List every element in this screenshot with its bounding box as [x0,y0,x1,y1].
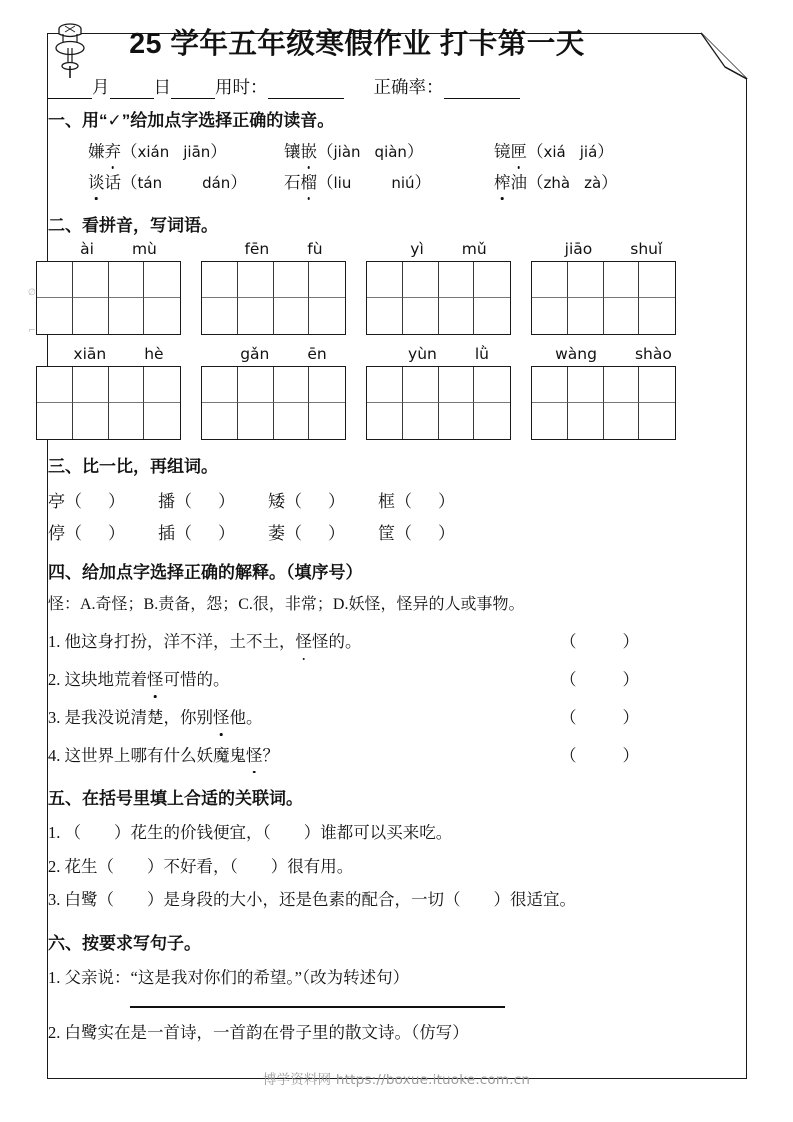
tianzige-grid[interactable] [201,261,346,335]
section-1-row-1 [0,140,700,164]
section-6-question [0,1021,700,1046]
time-blank[interactable] [268,77,344,99]
pinyin-label: lǜ [474,345,489,364]
pinyin-label-group [201,240,366,258]
compare-char: 矮 [268,491,285,511]
section-4-question [0,706,700,731]
section-3-row-2 [0,519,700,544]
dotted-char: 匣 [511,140,528,164]
compare-char: 亭 [48,491,65,511]
pre-time-blank[interactable] [171,77,215,99]
pinyin-option[interactable]: qiàn [374,143,407,162]
question-number: 1. [48,822,61,842]
section-4-question [0,668,700,693]
section-3-row-1 [0,487,700,512]
question-text: 白鹭（ ）是身段的大小，还是色素的配合，一切（ ）很适宜。 [64,890,576,910]
pinyin-label: shuǐ [630,240,663,259]
day-blank[interactable] [110,77,154,99]
answer-parenthesis[interactable]: （ ） [560,632,639,652]
pinyin-choice-item: 镶嵌（jiàn qiàn） [284,140,494,164]
margin-mark-2: ⌐ [28,326,36,336]
compare-word-item: 播（ ） [158,491,235,511]
compare-char: 框 [378,491,395,511]
writing-grid-group [201,366,366,440]
question-number: 3. [48,890,61,910]
tianzige-grid[interactable] [36,261,181,335]
pinyin-label-group [531,240,696,258]
pinyin-label: xiān [73,345,107,364]
dotted-char: 怪 [147,668,164,693]
writing-grid-group [201,261,366,335]
answer-parenthesis[interactable]: （ ） [560,670,639,690]
pinyin-label: ài [80,240,94,259]
section-4-heading: 四、给加点字选择正确的解释。（填序号） [48,562,363,582]
section-2-heading: 二、看拼音，写词语。 [48,215,218,235]
question-text: （ ）花生的价钱便宜，（ ）谁都可以买来吃。 [64,822,453,842]
pinyin-label-group [36,240,201,258]
tianzige-grid[interactable] [366,366,511,440]
day-label: 日 [153,76,171,97]
pushpin-icon [49,20,91,86]
header-meta-line [0,74,700,99]
pinyin-label: yùn [408,345,437,364]
pinyin-label: jiāo [564,240,593,259]
section-4-explanation: 怪：A.奇怪；B.责备，怨；C.很，非常；D.妖怪，怪异的人或事物。 [48,596,525,614]
word-char: 话 [104,173,121,193]
tianzige-grid[interactable] [36,366,181,440]
pinyin-option[interactable]: xián [137,143,170,162]
pinyin-label-group [201,345,366,363]
section-1-heading: 一、用“✓”给加点字选择正确的读音。 [48,110,335,130]
compare-char: 播 [158,491,175,511]
pinyin-writing-block-1 [0,240,700,440]
pinyin-label: hè [144,345,164,364]
compare-word-item: 萎（ ） [268,523,345,543]
dotted-char: 怪 [246,744,263,769]
question-number: 2. [48,670,61,690]
pinyin-option[interactable]: jiá [579,143,598,162]
pinyin-label: mǔ [461,240,487,259]
compare-word-item: 筐（ ） [378,523,455,543]
question-text: 白鹭实在是一首诗，一首韵在骨子里的散文诗。（仿写） [64,1023,469,1043]
time-label: 用时： [215,76,268,97]
dotted-char: 怪 [296,630,313,655]
pinyin-choice-item: 石榴（liu niú） [284,171,494,195]
pinyin-choice-item: 榨油（zhà zà） [494,171,618,195]
dotted-char: 嵌 [301,140,318,164]
pinyin-option[interactable]: jiān [183,143,211,162]
compare-char: 萎 [268,523,285,543]
compare-word-item: 亭（ ） [48,491,125,511]
question-text: 父亲说：“这是我对你们的希望。”（改为转述句） [64,967,410,987]
pinyin-option[interactable]: jiàn [333,143,361,162]
pinyin-label: fēn [244,240,270,259]
writing-grid-group [531,261,696,335]
pinyin-option[interactable]: xiá [543,143,566,162]
word-char: 镜 [494,142,511,162]
section-5-heading: 五、在括号里填上合适的关联词。 [48,789,303,809]
question-number: 2. [48,1023,61,1043]
tianzige-grid[interactable] [366,261,511,335]
word-char: 石 [284,173,301,193]
pinyin-label: yì [410,240,424,259]
writing-grid-group [36,366,201,440]
section-4-question [0,744,700,769]
answer-parenthesis[interactable]: （ ） [560,745,639,765]
word-char: 镶 [284,142,301,162]
section-5-question [0,855,700,880]
writing-grid-group [366,261,531,335]
pinyin-label: mù [131,240,157,259]
pinyin-label-group [36,345,201,363]
pinyin-label-group [366,240,531,258]
tianzige-grid[interactable] [201,366,346,440]
section-5-question [0,888,700,913]
pinyin-option[interactable]: liu [333,174,352,193]
question-text: 花生（ ）不好看，（ ）很有用。 [64,856,354,876]
page-corner-fold-icon [701,33,747,79]
pinyin-label: fù [307,240,323,259]
dotted-char: 榨 [494,171,511,195]
writing-grid-group [531,366,696,440]
pinyin-label-group [366,345,531,363]
pinyin-label: ēn [307,345,327,364]
pinyin-label: gǎn [240,345,270,364]
compare-char: 插 [158,523,175,543]
tianzige-grid[interactable] [531,261,676,335]
dotted-char: 榴 [301,171,318,195]
compare-word-item: 停（ ） [48,523,125,543]
compare-word-item: 矮（ ） [268,491,345,511]
pinyin-label-row-2 [36,345,700,363]
answer-parenthesis[interactable]: （ ） [560,707,639,727]
word-char: 油 [510,173,527,193]
section-4-question [0,630,700,655]
dotted-char: 谈 [88,171,105,195]
dotted-char: 怪 [213,706,230,731]
word-char: 嫌 [88,142,105,162]
month-label: 月 [92,76,110,97]
question-number: 1. [48,632,61,652]
compare-word-item: 框（ ） [378,491,455,511]
watermark-text: 博学资料网 https://boxue.ituoke.com.cn [262,1072,531,1088]
accuracy-label: 正确率： [373,76,444,97]
compare-char: 筐 [378,523,395,543]
section-5-question [0,821,700,846]
tianzige-grid[interactable] [531,366,676,440]
pinyin-option[interactable]: zà [584,174,602,193]
question-text: 是我没说清楚，你别怪他。 [65,708,263,727]
pinyin-choice-item: 谈话（tán dán） [88,171,284,195]
section-6-heading: 六、按要求写句子。 [48,934,201,954]
accuracy-blank[interactable] [444,77,520,99]
pinyin-option[interactable]: niú [391,174,415,193]
question-number: 3. [48,707,61,727]
question-text: 这世界上哪有什么妖魔鬼怪？ [65,746,280,765]
writing-grid-group [366,366,531,440]
section-6-question [0,966,700,991]
writing-grid-row-1 [36,261,700,335]
answer-write-line[interactable] [130,1006,505,1008]
question-number: 2. [48,856,61,876]
pinyin-option[interactable]: tán [137,174,163,193]
pinyin-choice-item: 嫌弃（xián jiān） [88,140,284,164]
question-number: 1. [48,967,61,987]
writing-grid-row-2 [36,366,700,440]
section-1-row-2 [0,171,700,195]
pinyin-label: wàng [555,345,597,364]
pinyin-label-group [531,345,696,363]
pinyin-option[interactable]: dán [202,174,231,193]
pinyin-label-row-1 [36,240,700,258]
pinyin-choice-item: 镜匣（xiá jiá） [494,140,614,164]
page-title: 25 学年五年级寒假作业 打卡第一天 [129,28,585,60]
margin-mark-1: ∅ [28,288,36,298]
dotted-char: 弃 [105,140,122,164]
compare-word-item: 插（ ） [158,523,235,543]
pinyin-option[interactable]: zhà [543,174,571,193]
section-3-heading: 三、比一比，再组词。 [48,457,218,477]
writing-grid-group [36,261,201,335]
question-number: 4. [48,745,61,765]
question-text: 他这身打扮，洋不洋，土不土，怪怪的。 [65,632,362,651]
question-text: 这块地荒着怪可惜的。 [65,670,230,689]
pinyin-label: shào [634,345,672,364]
compare-char: 停 [48,523,65,543]
